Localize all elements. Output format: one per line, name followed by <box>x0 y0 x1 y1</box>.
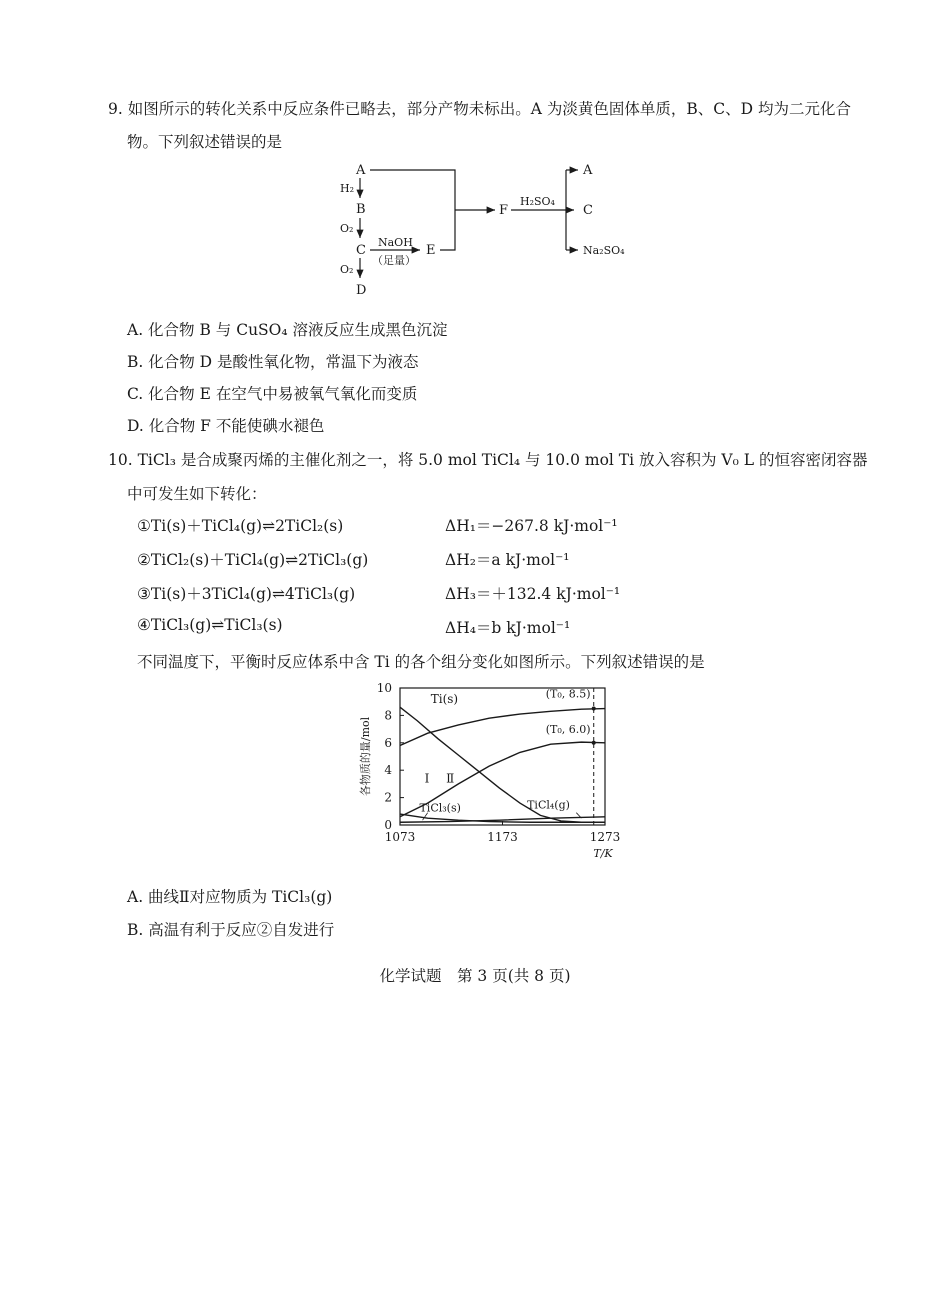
q9-conversion-diagram <box>330 160 650 300</box>
label-excess: （足量） <box>372 254 416 267</box>
reaction-4-enthalpy: ΔH₄＝b kJ·mol⁻¹ <box>445 619 571 637</box>
reaction-3: ③Ti(s)＋3TiCl₄(g)⇌4TiCl₃(g) <box>137 585 356 603</box>
reaction-2-enthalpy: ΔH₂＝a kJ·mol⁻¹ <box>445 551 570 569</box>
q10-option-B: B. 高温有利于反应②自发进行 <box>127 921 335 939</box>
page-footer: 化学试题 第 3 页(共 8 页) <box>379 967 571 985</box>
node-F: F <box>499 203 509 218</box>
chart-annotation-5: TiCl₃(s) <box>419 801 461 815</box>
chart-annotation-1: (T₀, 6.0) <box>545 723 591 737</box>
chart-annotation-4: Ⅱ <box>446 771 455 786</box>
y-tick-label: 10 <box>376 681 392 695</box>
q10-stem-line1: 10. TiCl₃ 是合成聚丙烯的主催化剂之一，将 5.0 mol TiCl₄ 与 10.0 mol Ti 放入容积为 V₀ L 的恒容密闭容器 <box>108 451 868 469</box>
q10-chart <box>355 680 645 875</box>
q10-option-A: A. 曲线Ⅱ对应物质为 TiCl₃(g) <box>127 888 333 906</box>
reaction-2: ②TiCl₂(s)＋TiCl₄(g)⇌2TiCl₃(g) <box>137 551 369 569</box>
y-tick-label: 6 <box>384 735 392 750</box>
x-tick-label: 1173 <box>487 830 518 844</box>
q9-option-C: C. 化合物 E 在空气中易被氧气氧化而变质 <box>127 385 418 403</box>
product-Na2SO4: Na₂SO₄ <box>583 244 625 257</box>
x-tick-label: 1073 <box>384 830 416 844</box>
q10-stem-line3: 不同温度下，平衡时反应体系中含 Ti 的各个组分变化如图所示。下列叙述错误的是 <box>137 653 705 671</box>
label-NaOH: NaOH <box>378 236 413 249</box>
label-H2SO4: H₂SO₄ <box>520 195 555 208</box>
node-D: D <box>356 283 367 298</box>
q9-stem-line1: 9. 如图所示的转化关系中反应条件已略去，部分产物未标出。A 为淡黄色固体单质，B、C、D 均为二元化合 <box>108 100 851 118</box>
y-tick-label: 4 <box>384 763 392 778</box>
chart-annotation-2: Ti(s) <box>430 692 459 707</box>
reaction-1-enthalpy: ΔH₁＝−267.8 kJ·mol⁻¹ <box>445 517 618 535</box>
reaction-4: ④TiCl₃(g)⇌TiCl₃(s) <box>137 616 283 634</box>
reaction-3-enthalpy: ΔH₃＝＋132.4 kJ·mol⁻¹ <box>445 585 621 603</box>
x-tick-label: 1273 <box>589 830 621 844</box>
reaction-1: ①Ti(s)＋TiCl₄(g)⇌2TiCl₂(s) <box>137 517 344 535</box>
node-E: E <box>426 243 436 258</box>
y-tick-label: 8 <box>384 708 392 723</box>
q9-option-D: D. 化合物 F 不能使碘水褪色 <box>127 417 325 435</box>
chart-annotation-3: Ⅰ <box>424 771 430 786</box>
marker-t0-8.5 <box>592 707 596 711</box>
y-tick-label: 2 <box>384 790 392 805</box>
q10-stem-line2: 中可发生如下转化： <box>127 485 267 503</box>
chart-annotation-0: (T₀, 8.5) <box>545 687 591 701</box>
product-C: C <box>583 203 593 218</box>
y-tick-label: 0 <box>384 818 392 832</box>
x-axis-label: T/K <box>593 847 613 860</box>
marker-t0-6.0 <box>592 741 596 745</box>
y-axis-label: 各物质的量/mol <box>359 716 372 797</box>
label-O2-1: O₂ <box>340 222 354 235</box>
q9-option-B: B. 化合物 D 是酸性氧化物，常温下为液态 <box>127 353 419 371</box>
node-B: B <box>356 202 366 217</box>
chart-annotation-6: TiCl₄(g) <box>527 798 570 812</box>
q9-option-A: A. 化合物 B 与 CuSO₄ 溶液反应生成黑色沉淀 <box>127 321 448 339</box>
label-H2: H₂ <box>340 182 355 195</box>
node-C: C <box>356 243 366 258</box>
label-O2-2: O₂ <box>340 263 354 276</box>
product-A: A <box>583 163 593 178</box>
node-A: A <box>356 163 366 178</box>
q9-stem-line2: 物。下列叙述错误的是 <box>127 133 283 151</box>
